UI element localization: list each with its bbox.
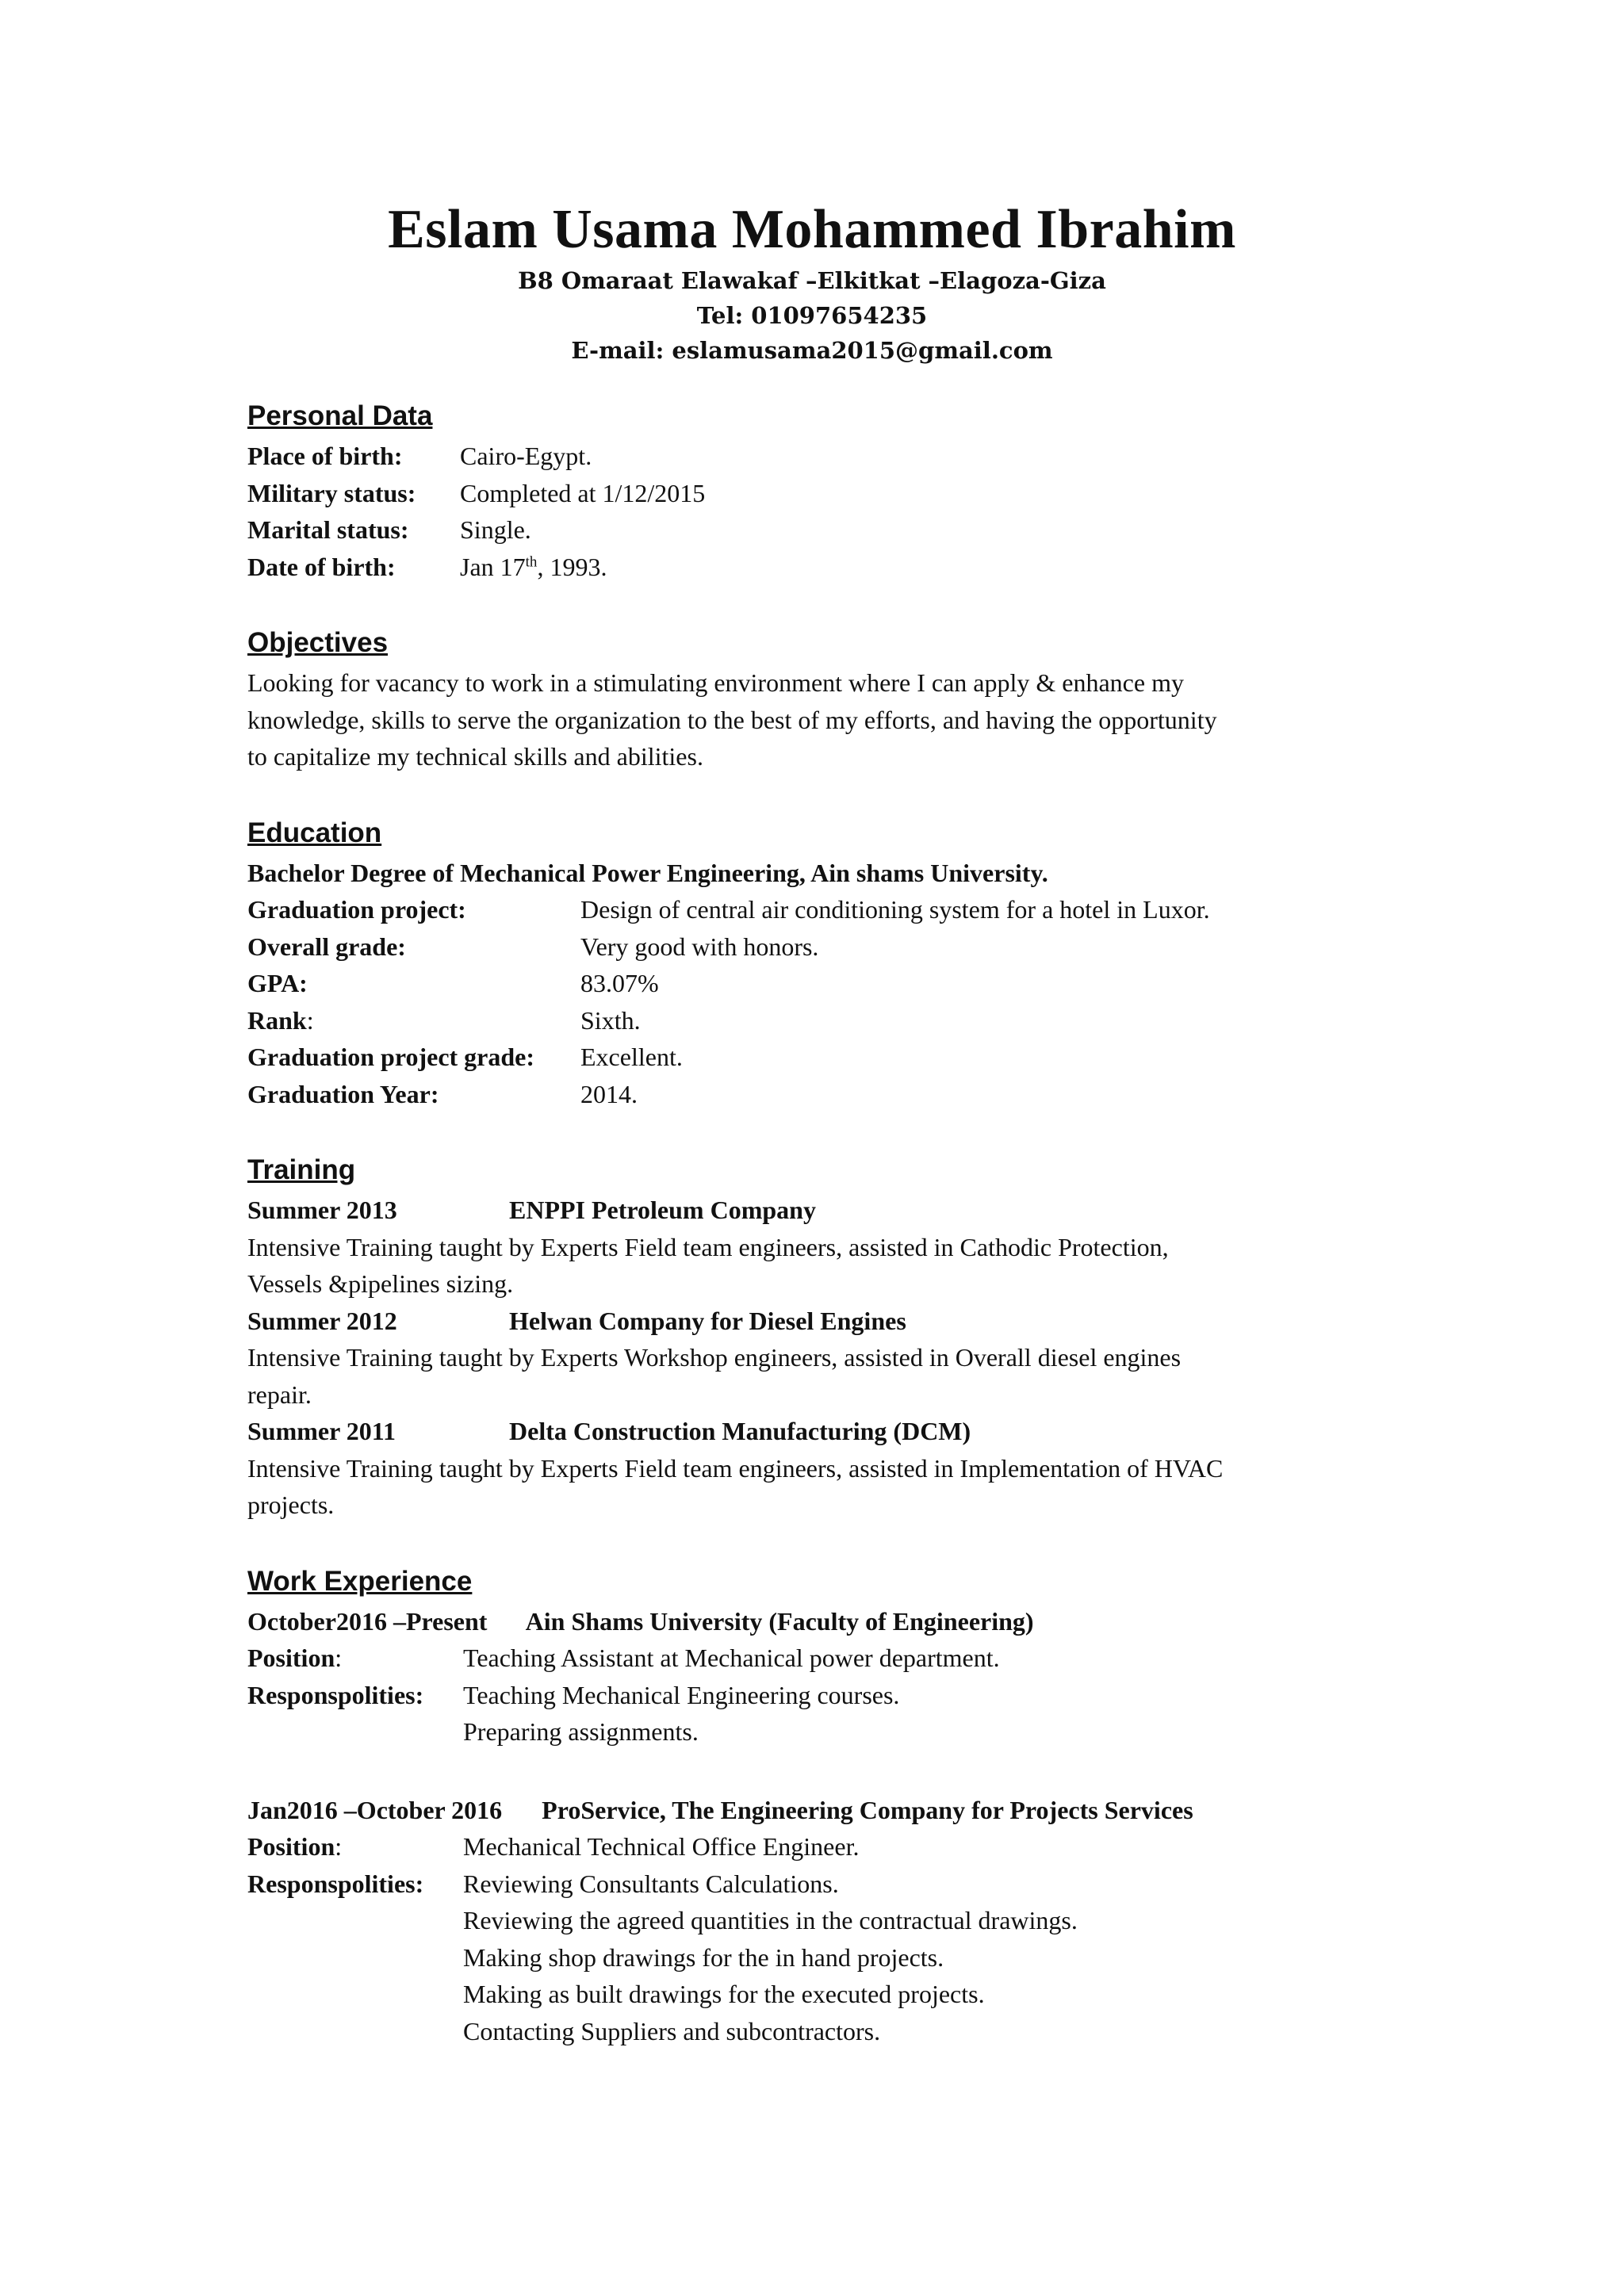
job-header: [247, 1603, 1381, 1640]
training-header: [247, 1192, 1381, 1229]
responsibility: Teaching Mechanical Engineering courses.: [463, 1680, 900, 1709]
field-label: [247, 1828, 463, 1866]
degree: Bachelor Degree of Mechanical Power Engineering, Ain shams University.: [247, 858, 1048, 887]
position-label: Position: [247, 1644, 335, 1672]
training-period: Summer 2012: [247, 1306, 397, 1335]
job-position: Mechanical Technical Office Engineer.: [463, 1832, 860, 1861]
position-label: Position: [247, 1832, 335, 1861]
training-company: Delta Construction Manufacturing (DCM): [509, 1417, 971, 1445]
field-value: Very good with honors.: [580, 932, 819, 961]
training-header: [247, 1413, 1381, 1450]
dob-ordinal: th: [525, 553, 538, 570]
section-title: Training: [247, 1154, 356, 1185]
training-line: projects.: [247, 1490, 335, 1519]
rank-colon: :: [306, 1005, 314, 1035]
field-value: Single.: [460, 515, 531, 544]
training-line: Vessels &pipelines sizing.: [247, 1269, 514, 1298]
education-row: [247, 965, 1381, 1002]
responsibility: Reviewing Consultants Calculations.: [463, 1869, 839, 1898]
field-value: Excellent.: [580, 1043, 683, 1071]
training-period: Summer 2013: [247, 1196, 397, 1224]
field-label: Place of birth:: [247, 442, 403, 470]
field-value: Sixth.: [580, 1005, 641, 1035]
rank-label: Rank: [247, 1005, 307, 1035]
personal-row: [247, 475, 1381, 512]
training-line: repair.: [247, 1380, 312, 1409]
position-colon: :: [335, 1644, 343, 1672]
training-line: Intensive Training taught by Experts Field team engineers, assisted in Implementation of HVAC: [247, 1453, 1224, 1483]
training-company: Helwan Company for Diesel Engines: [509, 1306, 906, 1335]
education-row: [247, 1076, 1381, 1113]
resume-header: [0, 197, 1624, 368]
field-value: 2014.: [580, 1079, 638, 1108]
training-header: [247, 1303, 1381, 1340]
objectives-section: [247, 623, 1381, 775]
field-value: Design of central air conditioning system for a hotel in Luxor.: [580, 895, 1210, 924]
job-resp-row: [247, 1677, 1381, 1714]
dob-year: , 1993.: [537, 552, 607, 581]
personal-row: [247, 438, 1381, 475]
field-value: Completed at 1/12/2015: [460, 478, 706, 507]
education-row: [247, 928, 1381, 966]
field-label: [247, 1640, 463, 1677]
objective-line: to capitalize my technical skills and abilities.: [247, 742, 703, 771]
field-label: Graduation project:: [247, 895, 466, 924]
responsibility: Reviewing the agreed quantities in the contractual drawings.: [463, 1906, 1078, 1934]
job-position: Teaching Assistant at Mechanical power department.: [463, 1644, 1000, 1672]
training-company: ENPPI Petroleum Company: [509, 1196, 816, 1224]
telephone: Tel: 01097654235: [696, 302, 928, 329]
field-label: Graduation Year:: [247, 1079, 439, 1108]
section-title: Work Experience: [247, 1565, 473, 1597]
training-line: Intensive Training taught by Experts Workshop engineers, assisted in Overall diesel engines: [247, 1343, 1182, 1372]
job-employer: Ain Shams University (Faculty of Engineering): [525, 1606, 1034, 1636]
responsibility: Making shop drawings for the in hand projects.: [463, 1942, 944, 1972]
personal-row: [247, 511, 1381, 549]
field-label: Responspolities:: [247, 1869, 424, 1898]
work-experience-section: [247, 1562, 1381, 2050]
personal-data-section: [247, 396, 1381, 585]
education-row: [247, 1039, 1381, 1076]
training-period: Summer 2011: [247, 1417, 396, 1445]
personal-row: [247, 549, 1381, 586]
objective-line: Looking for vacancy to work in a stimulating environment where I can apply & enhance my: [247, 668, 1184, 697]
education-row: [247, 1002, 1381, 1039]
job-period: October2016 –Present: [247, 1606, 488, 1636]
responsibility: Contacting Suppliers and subcontractors.: [463, 2016, 881, 2045]
job-employer: ProService, The Engineering Company for Projects Services: [542, 1795, 1193, 1824]
job-position-row: [247, 1640, 1381, 1677]
field-label: Date of birth:: [247, 552, 396, 581]
section-title: Objectives: [247, 627, 389, 658]
resume-body: [247, 396, 1381, 2049]
dob-text: Jan 17: [460, 552, 526, 581]
job-header: [247, 1792, 1381, 1829]
field-label: [247, 1002, 580, 1039]
field-value: 83.07%: [580, 969, 659, 997]
field-label: Military status:: [247, 478, 416, 507]
responsibility: Making as built drawings for the executed projects.: [463, 1980, 985, 2008]
education-row: [247, 891, 1381, 928]
field-label: GPA:: [247, 969, 308, 997]
field-value: Cairo-Egypt.: [460, 442, 592, 470]
section-title: Personal Data: [247, 400, 433, 431]
email: E-mail: eslamusama2015@gmail.com: [571, 337, 1053, 364]
field-label: Graduation project grade:: [247, 1043, 535, 1071]
responsibility: Preparing assignments.: [463, 1717, 699, 1746]
job-position-row: [247, 1828, 1381, 1866]
job-resp-row: [247, 1866, 1381, 1903]
position-colon: :: [335, 1832, 343, 1861]
field-label: Responspolities:: [247, 1680, 424, 1709]
training-section: [247, 1150, 1381, 1524]
candidate-name: Eslam Usama Mohammed Ibrahim: [388, 199, 1236, 260]
address: B8 Omaraat Elawakaf –Elkitkat –Elagoza-Giza: [518, 267, 1106, 294]
education-section: [247, 813, 1381, 1113]
training-line: Intensive Training taught by Experts Field team engineers, assisted in Cathodic Protection,: [247, 1232, 1169, 1261]
field-label: Marital status:: [247, 515, 409, 544]
field-value: [460, 549, 607, 586]
section-title: Education: [247, 817, 382, 848]
objective-line: knowledge, skills to serve the organization to the best of my efforts, and having the opportunity: [247, 705, 1217, 734]
field-label: Overall grade:: [247, 932, 406, 961]
job-period: Jan2016 –October 2016: [247, 1795, 503, 1824]
